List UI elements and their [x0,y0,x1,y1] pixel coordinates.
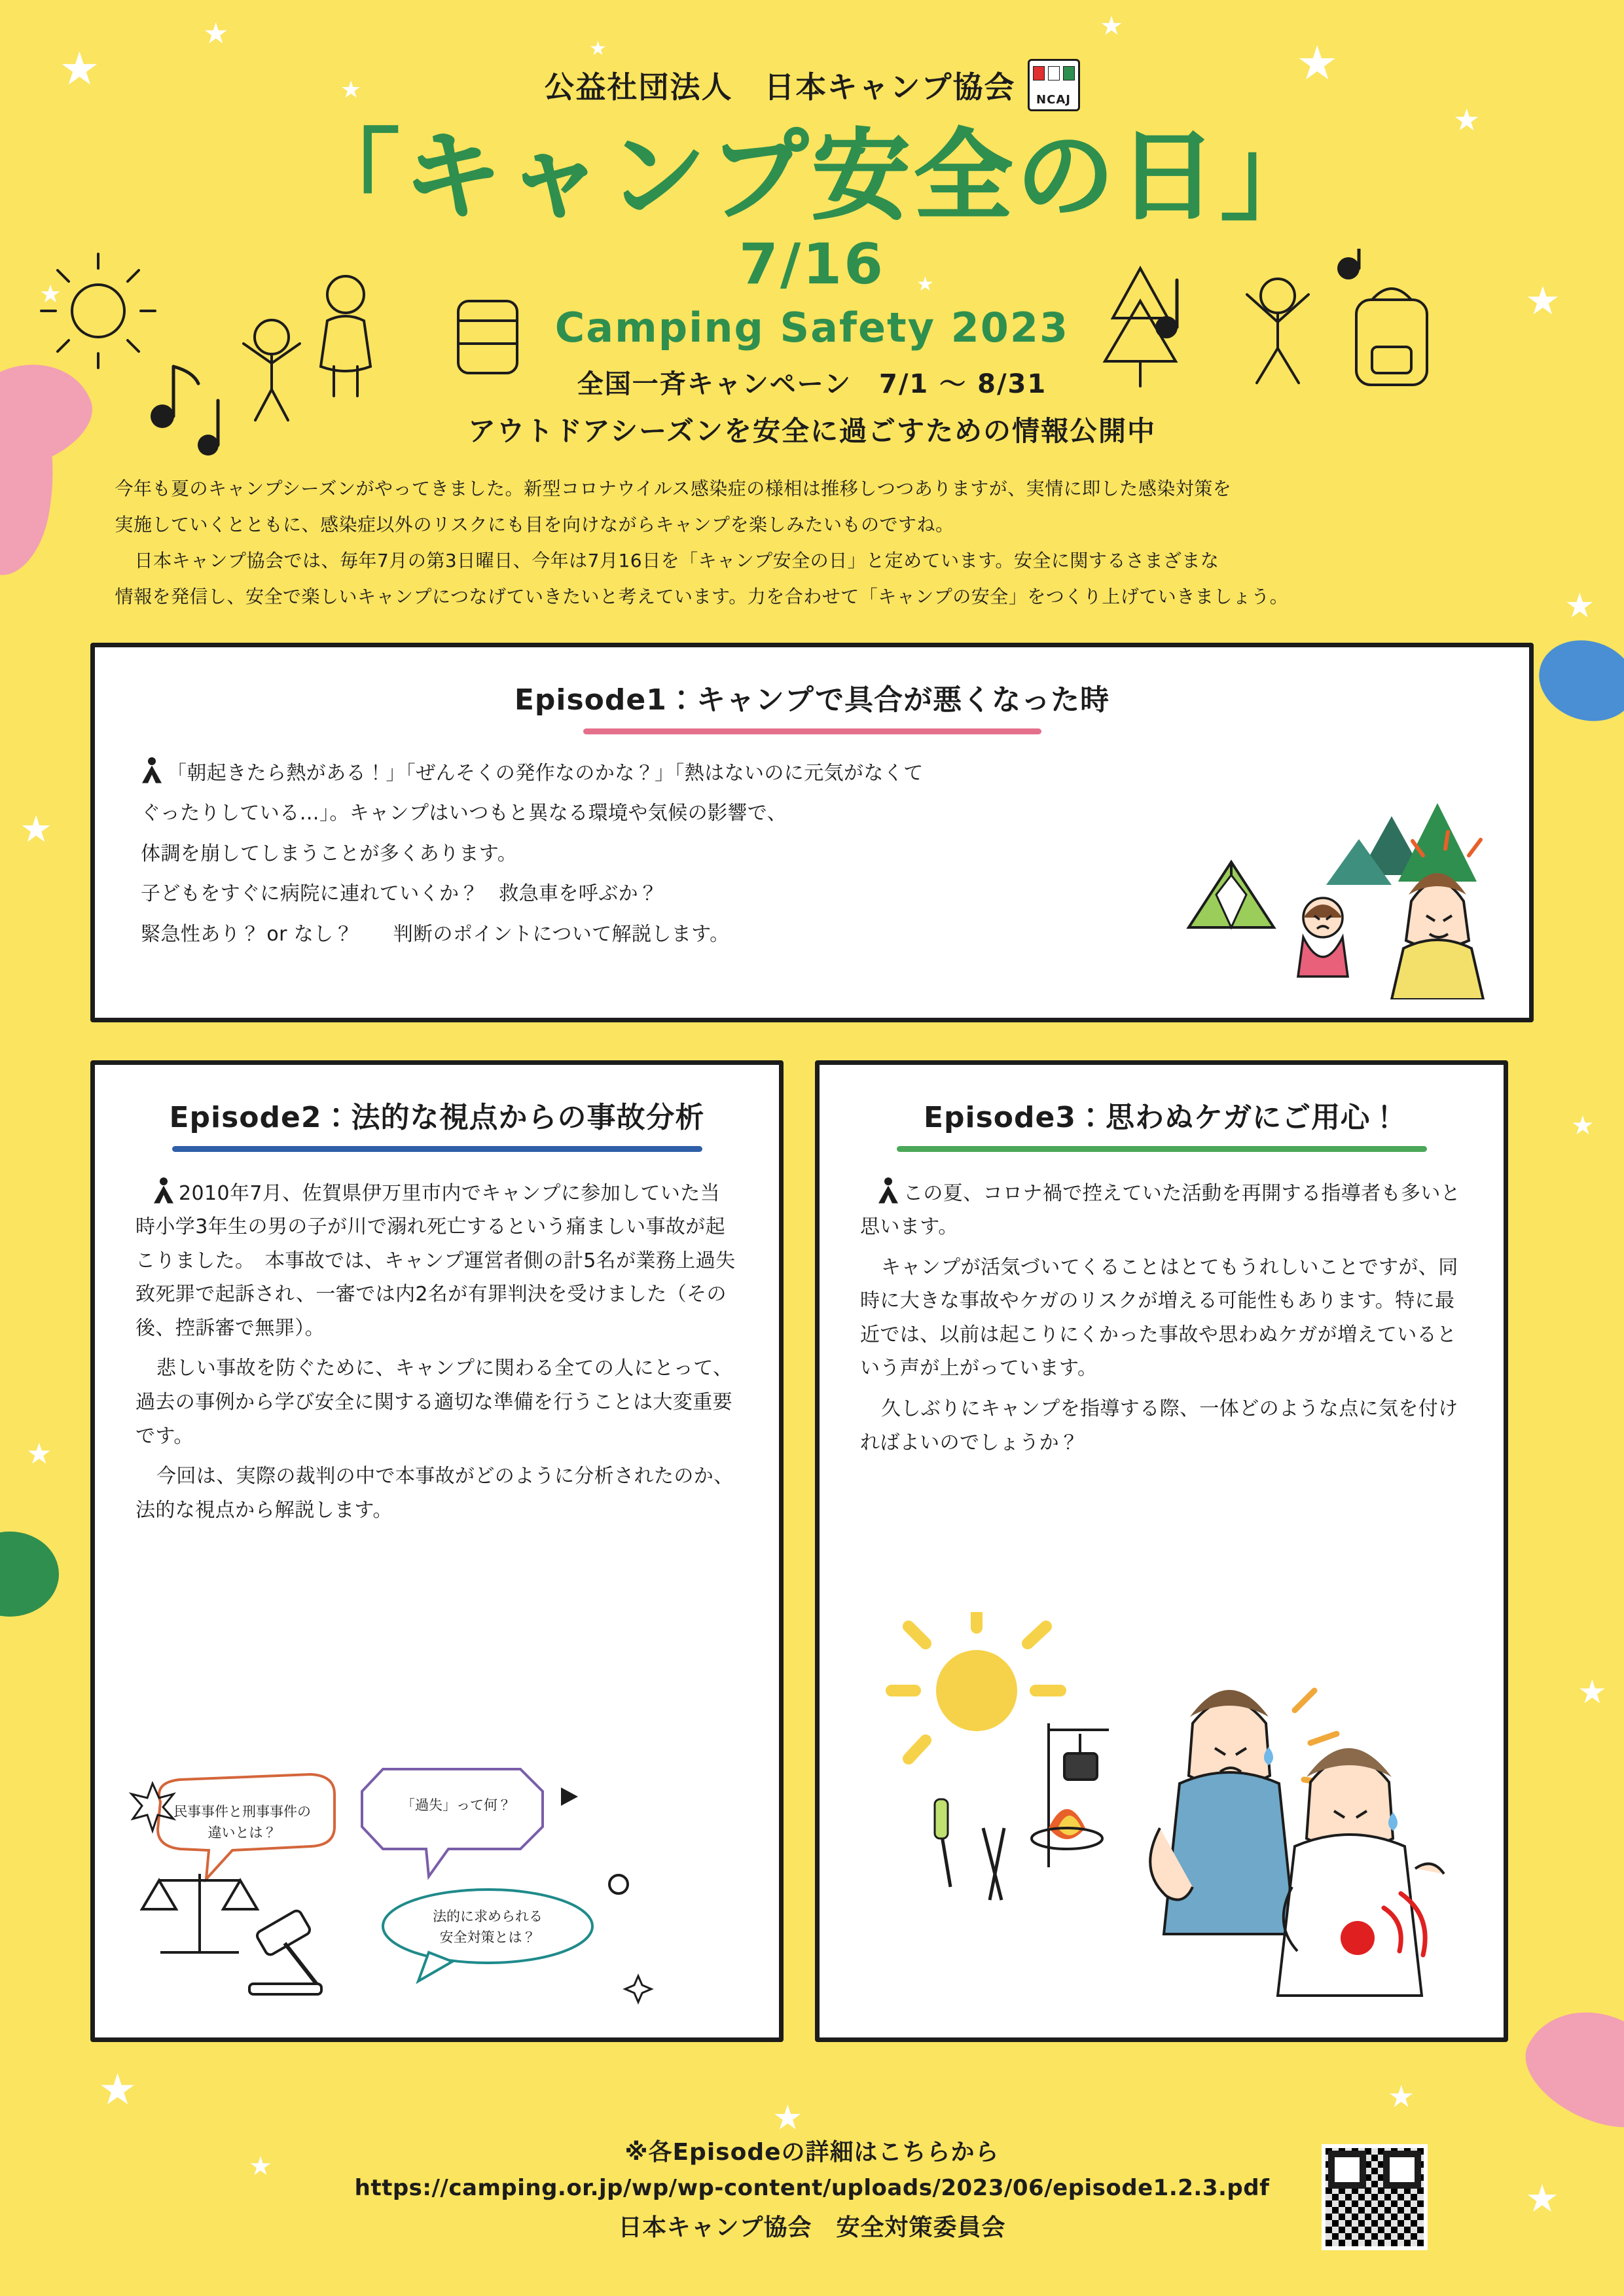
ncaj-logo-text: NCAJ [1036,93,1071,107]
episode3-paragraph-1 [860,1177,1463,1244]
person-icon [153,1177,175,1204]
footer-organization: 日本キャンプ協会 安全対策委員会 [618,2214,1006,2241]
star-icon: ★ [1100,11,1123,41]
star-icon: ★ [26,1437,52,1471]
episode2-body [95,1152,779,1528]
star-icon: ★ [340,77,362,103]
episode3-paragraph-3: 久しぶりにキャンプを指導する際、一体どのような点に気を付ければよいのでしょうか？ [860,1397,1458,1454]
episode-panels [0,643,1624,2042]
intro-line-4: 情報を発信し、安全で楽しいキャンプにつなげていきたいと考えています。力を合わせて「キャンプの安全」をつくり上げていきましょう。 [115,585,1289,607]
star-icon: ★ [1525,2176,1559,2221]
star-icon: ★ [20,808,53,851]
episode3-panel [815,1060,1508,2042]
episode3-text-1: この夏、コロナ禍で控えていた活動を再開する指導者も多いと思います。 [860,1181,1461,1239]
episode2-illustration [121,1756,756,2018]
intro-paragraph [115,473,1509,613]
episode2-bubble-2-text: 「過失」って何？ [401,1797,511,1813]
episode3-underline [897,1146,1427,1152]
event-date: 7/16 [739,231,885,297]
episode-row [90,1060,1534,2042]
episode3-paragraph-2: キャンプが活気づいてくることはとてもうれしいことですが、同時に大きな事故やケガのリスクが増える可能性もあります。特に最近では、以前は起こりにくかった事故や思わぬケガが増えているという声が上がっています。 [860,1255,1458,1380]
star-icon: ★ [1571,1111,1595,1141]
star-icon: ★ [589,37,607,60]
episode2-title: Episode2：法的な視点からの事故分析 [169,1100,705,1134]
episode2-panel [90,1060,784,2042]
episode3-body [820,1152,1504,1460]
star-icon: ★ [1453,102,1481,137]
episode3-illustration [852,1612,1481,2018]
header-subtitle: アウトドアシーズンを安全に過ごすための情報公開中 [468,414,1156,447]
episode3-title: Episode3：思わぬケガにご用心！ [923,1100,1400,1134]
ncaj-logo-red-square [1033,66,1045,81]
star-icon: ★ [916,273,934,296]
episode1-line-4: 子どもをすぐに病院に連れていくか？ 救急車を呼ぶか？ [141,882,659,906]
episode1-line-5: 緊急性あり？ or なし？ 判断のポイントについて解説します。 [141,922,730,946]
star-icon: ★ [249,2151,272,2181]
organization-line [545,59,1080,111]
intro-line-1: 今年も夏のキャンプシーズンがやってきました。新型コロナウイルス感染症の様相は推移しつつありますが、実情に即した感染対策を [115,477,1232,499]
episode1-illustration [1163,777,1503,999]
episode2-bubble-3-line2: 安全対策とは？ [439,1929,536,1945]
star-icon: ★ [1296,35,1339,90]
star-icon: ★ [1578,1673,1607,1711]
episode1-text-1: 「朝起きたら熱がある！」「ぜんそくの発作なのかな？」「熱はないのに元気がなくて [167,761,924,785]
episode1-body [95,734,998,952]
ncaj-logo-green-square [1063,66,1075,81]
star-icon: ★ [39,279,62,308]
star-icon: ★ [1525,278,1561,324]
organization-name: 公益社団法人 日本キャンプ協会 [544,69,1016,105]
ncaj-logo-icon [1028,59,1080,111]
poster-header [0,0,1624,449]
episode2-bubble-1-line1: 民事事件と刑事事件の [173,1803,311,1820]
star-icon: ★ [59,42,100,96]
episode1-underline [583,728,1041,734]
episode1-line-2: ぐったりしている…」。キャンプはいつもと異なる環境や気候の影響で、 [141,802,787,825]
english-title: Camping Safety 2023 [554,303,1070,351]
episode2-paragraph-2: 悲しい事故を防ぐために、キャンプに関わる全ての人にとって、過去の事例から学び安全に関する適切な準備を行うことは大変重要です。 [135,1357,733,1448]
episode2-bubble-3-line1: 法的に求められる [433,1908,543,1924]
episode2-paragraph-1 [135,1177,738,1346]
episode2-bubble-1-line2: 違いとは？ [208,1824,277,1840]
episode1-panel [90,643,1534,1022]
episode2-paragraph-3: 今回は、実際の裁判の中で本事故がどのように分析されたのか、法的な視点から解説します。 [135,1465,734,1522]
intro-line-3: 日本キャンプ協会では、毎年7月の第3日曜日、今年は7月16日を「キャンプ安全の日」と定めています。安全に関するさまざまな [134,549,1219,571]
person-icon [141,757,163,783]
star-icon: ★ [1564,586,1595,626]
episode1-line-1 [141,757,952,791]
person-icon [877,1177,899,1204]
campaign-period: 全国一斉キャンペーン 7/1 〜 8/31 [577,368,1047,399]
footer-note: ※各Episodeの詳細はこちらから [624,2139,1000,2166]
ncaj-logo-marks [1033,65,1075,82]
qr-code[interactable] [1322,2144,1428,2250]
page-title: 「キャンプ安全の日」 [301,120,1323,234]
episode1-line-3: 体調を崩してしまうことが多くあります。 [141,842,518,865]
star-icon: ★ [98,2064,137,2115]
episode2-underline [172,1146,702,1152]
episode2-text-1: 2010年7月、佐賀県伊万里市内でキャンプに参加していた当時小学3年生の男の子が川で溺れ死亡するという痛ましい事故が起こりました。 本事故では、キャンプ運営者側の計5名が業務上過失致死罪で起訴され、一審では内2名が有罪判決を受けました（その後、控訴審で無罪）。 [135,1181,736,1340]
star-icon: ★ [203,17,229,50]
ncaj-logo-white-square [1048,66,1060,81]
intro-line-2: 実施していくとともに、感染症以外のリスクにも目を向けながらキャンプを楽しみたいものですね。 [115,513,954,535]
poster-footer [0,2134,1624,2250]
star-icon: ★ [1388,2079,1415,2114]
star-icon: ★ [772,2098,803,2138]
footer-url[interactable]: https://camping.or.jp/wp/wp-content/uploads/2023/06/episode1.2.3.pdf [354,2175,1270,2201]
episode1-title: Episode1：キャンプで具合が悪くなった時 [514,683,1110,717]
